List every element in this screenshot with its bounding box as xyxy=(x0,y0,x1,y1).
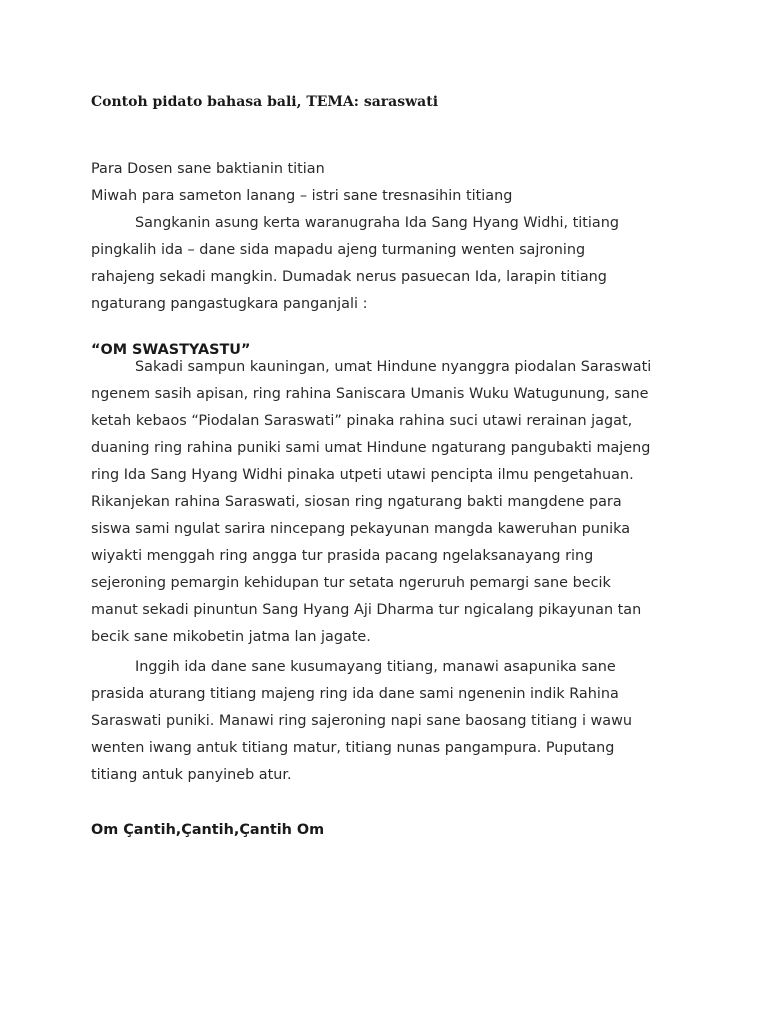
paragraph-line: prasida aturang titiang majeng ring ida dane sami ngenenin indik Rahina xyxy=(91,686,619,702)
salutation-line: Para Dosen sane baktianin titian xyxy=(91,161,325,177)
paragraph-line: ketah kebaos “Piodalan Saraswati” pinaka rahina suci utawi rerainan jagat, xyxy=(91,413,633,429)
paragraph-line: manut sekadi pinuntun Sang Hyang Aji Dharma tur ngicalang pikayunan tan xyxy=(91,602,642,618)
paragraph-line: sejeroning pemargin kehidupan tur setata ngeruruh pemargi sane becik xyxy=(91,575,611,591)
paragraph-line: rahajeng sekadi mangkin. Dumadak nerus pasuecan Ida, larapin titiang xyxy=(91,269,607,285)
paragraph-line: duaning ring rahina puniki sami umat Hindune ngaturang pangubakti majeng xyxy=(91,440,651,456)
document-title: Contoh pidato bahasa bali, TEMA: saraswati xyxy=(91,94,439,110)
paragraph-line: Sangkanin asung kerta waranugraha Ida Sang Hyang Widhi, titiang xyxy=(135,215,619,231)
paragraph-line: Inggih ida dane sane kusumayang titiang, manawi asapunika sane xyxy=(135,659,616,675)
paragraph-line: ring Ida Sang Hyang Widhi pinaka utpeti utawi pencipta ilmu pengetahuan. xyxy=(91,467,634,483)
salutation-line: Miwah para sameton lanang – istri sane tresnasihin titiang xyxy=(91,188,513,204)
paragraph-line: ngaturang pangastugkara panganjali : xyxy=(91,296,368,312)
closing-greeting: Om Çantih,Çantih,Çantih Om xyxy=(91,822,325,838)
paragraph-line: wenten iwang antuk titiang matur, titiang nunas pangampura. Puputang xyxy=(91,740,615,756)
paragraph-line: wiyakti menggah ring angga tur prasida pacang ngelaksanayang ring xyxy=(91,548,594,564)
greeting-heading: “OM SWASTYASTU” xyxy=(91,342,251,358)
paragraph-line: Saraswati puniki. Manawi ring sajeroning napi sane baosang titiang i wawu xyxy=(91,713,633,729)
paragraph-line: pingkalih ida – dane sida mapadu ajeng turmaning wenten sajroning xyxy=(91,242,586,258)
paragraph-line: Rikanjekan rahina Saraswati, siosan ring ngaturang bakti mangdene para xyxy=(91,494,622,510)
paragraph-line: siswa sami ngulat sarira nincepang pekayunan mangda kaweruhan punika xyxy=(91,521,631,537)
paragraph-line: Sakadi sampun kauningan, umat Hindune nyanggra piodalan Saraswati xyxy=(135,359,652,375)
paragraph-line: becik sane mikobetin jatma lan jagate. xyxy=(91,629,371,645)
paragraph-line: titiang antuk panyineb atur. xyxy=(91,767,292,783)
paragraph-line: ngenem sasih apisan, ring rahina Saniscara Umanis Wuku Watugunung, sane xyxy=(91,386,649,402)
